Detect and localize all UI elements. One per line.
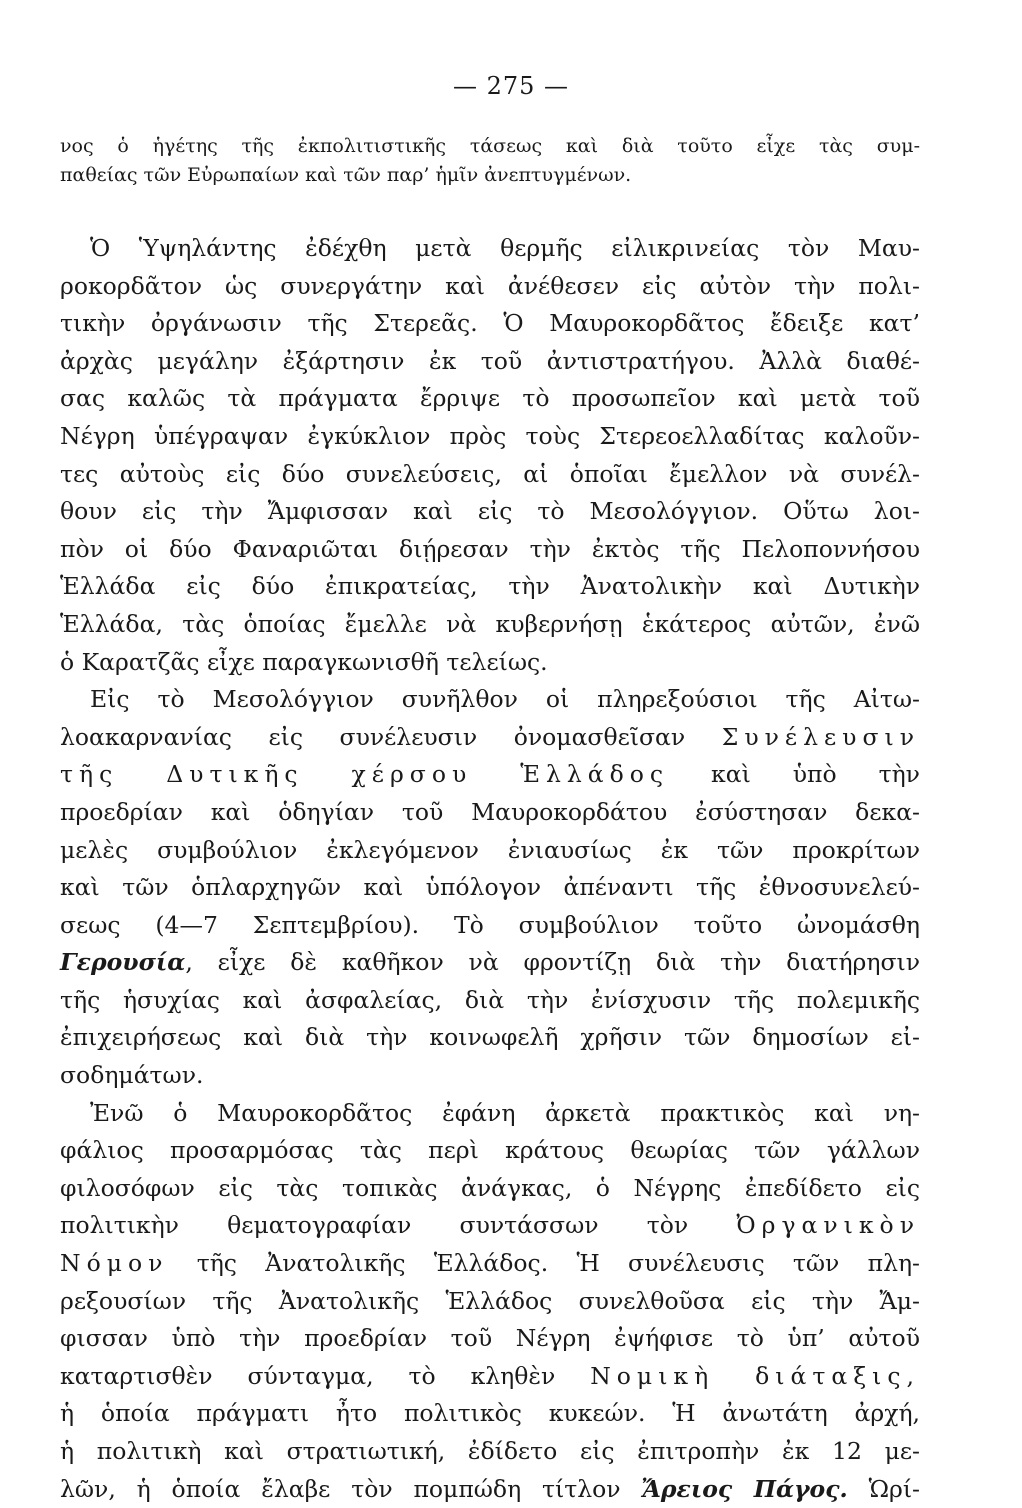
text-line: φισσαν ὑπὸ τὴν προεδρίαν τοῦ Νέγρη ἐψήφισε τὸ ὑπ’ αὐτοῦ xyxy=(60,1324,920,1353)
text-line: τῆς ἡσυχίας καὶ ἀσφαλείας, διὰ τὴν ἐνίσχυσιν τῆς πολεμικῆς xyxy=(60,985,920,1014)
text-line xyxy=(60,944,920,982)
text-line: ρεξουσίων τῆς Ἀνατολικῆς Ἑλλάδος συνελθοῦσα εἰς τὴν Ἄμ- xyxy=(60,1286,920,1315)
continuation-text xyxy=(60,132,920,190)
paragraph-3 xyxy=(60,1095,920,1508)
text-line xyxy=(60,1245,920,1283)
text-line: ἡ πολιτικὴ καὶ στρατιωτική, ἐδίδετο εἰς ἐπιτροπὴν ἐκ 12 με- xyxy=(60,1437,920,1465)
text-line: Νέγρη ὑπέγραψαν ἐγκύκλιον πρὸς τοὺς Στερεοελλαδίτας καλοῦν- xyxy=(60,421,920,450)
text-line: νος ὁ ἡγέτης τῆς ἐκπολιτιστικῆς τάσεως καὶ διὰ τοῦτο εἶχε τὰς συμ- xyxy=(60,135,920,157)
text-line xyxy=(60,1471,920,1508)
text-line: τες αὐτοὺς εἰς δύο συνελεύσεις, αἱ ὁποῖαι ἔμελλον νὰ συνέλ- xyxy=(60,459,920,488)
text-segment: λοακαρνανίας εἰς συνέλευσιν ὀνομασθεῖσαν xyxy=(60,722,686,751)
spaced-emphasis: Ὀργανικὸν xyxy=(736,1211,920,1240)
text-line: ἐπιχειρήσεως καὶ διὰ τὴν κοινωφελῆ χρῆσιν τῶν δημοσίων εἰ- xyxy=(60,1023,920,1052)
text-line: σεως (4—7 Σεπτεμβρίου). Τὸ συμβούλιον τοῦτο ὠνομάσθη xyxy=(60,910,920,939)
text-segment: πολιτικὴν θεματογραφίαν συντάσσων τὸν xyxy=(60,1211,689,1240)
text-line: σοδημάτων. xyxy=(60,1061,204,1090)
text-segment: τῆς Ἀνατολικῆς Ἑλλάδος. Ἡ συνέλευσις τῶν πλη- xyxy=(196,1249,920,1278)
text-line: Ἑλλάδα εἰς δύο ἐπικρατείας, τὴν Ἀνατολικὴν καὶ Δυτικὴν xyxy=(60,572,920,601)
paragraph-1 xyxy=(60,230,920,681)
text-segment: Ὡρί- xyxy=(868,1474,920,1503)
text-line xyxy=(60,1207,920,1245)
spaced-emphasis: Συνέλευσιν xyxy=(721,722,920,751)
text-line: σας καλῶς τὰ πράγματα ἔρριψε τὸ προσωπεῖον καὶ μετὰ τοῦ xyxy=(60,384,920,413)
text-line: ὁ Καρατζᾶς εἶχε παραγκωνισθῆ τελείως. xyxy=(60,647,548,676)
spaced-emphasis: Νομικὴ διάταξις, xyxy=(590,1361,920,1390)
text-line: ροκορδᾶτον ὡς συνεργάτην καὶ ἀνέθεσεν εἰς αὐτὸν τὴν πολι- xyxy=(60,271,920,300)
text-line: παθείας τῶν Εὐρωπαίων καὶ τῶν παρ’ ἡμῖν ἀνεπτυγμένων. xyxy=(60,164,632,186)
text-line xyxy=(60,1358,920,1396)
text-line xyxy=(60,756,920,794)
text-line: Ἐνῶ ὁ Μαυροκορδᾶτος ἐφάνη ἀρκετὰ πρακτικὸς καὶ νη- xyxy=(90,1098,920,1127)
text-line xyxy=(60,719,920,757)
text-line: προεδρίαν καὶ ὁδηγίαν τοῦ Μαυροκορδάτου ἐσύστησαν δεκα- xyxy=(60,797,920,826)
main-text xyxy=(60,230,920,1508)
text-line: καὶ τῶν ὁπλαρχηγῶν καὶ ὑπόλογον ἀπέναντι τῆς ἐθνοσυνελεύ- xyxy=(60,873,920,902)
text-segment: καὶ ὑπὸ τὴν xyxy=(711,760,920,789)
text-segment: καταρτισθὲν σύνταγμα, τὸ κληθὲν xyxy=(60,1361,556,1390)
text-line: θουν εἰς τὴν Ἄμφισσαν καὶ εἰς τὸ Μεσολόγγιον. Οὕτω λοι- xyxy=(60,497,920,526)
spaced-emphasis: τῆς Δυτικῆς χέρσου Ἑλλάδος xyxy=(60,760,670,789)
text-line: πὸν οἱ δύο Φαναριῶται διῄρεσαν τὴν ἐκτὸς τῆς Πελοποννήσου xyxy=(60,534,920,563)
paragraph-2 xyxy=(60,681,920,1095)
text-line: φάλιος προσαρμόσας τὰς περὶ κράτους θεωρίας τῶν γάλλων xyxy=(60,1136,920,1165)
text-line: ἀρχὰς μεγάλην ἐξάρτησιν ἐκ τοῦ ἀντιστρατήγου. Ἀλλὰ διαθέ- xyxy=(60,346,920,375)
text-line: Ἑλλάδα, τὰς ὁποίας ἔμελλε νὰ κυβερνήσῃ ἑκάτερος αὐτῶν, ἐνῶ xyxy=(60,609,920,638)
text-segment: λῶν, ἡ ὁποία ἔλαβε τὸν πομπώδη τίτλον xyxy=(60,1474,621,1503)
text-line: μελὲς συμβούλιον ἐκλεγόμενον ἐνιαυσίως ἐκ τῶν προκρίτων xyxy=(60,835,920,864)
bold-term: Ἄρειος Πάγος. xyxy=(641,1474,848,1503)
bold-term: Γερουσία xyxy=(60,948,186,977)
text-line: φιλοσόφων εἰς τὰς τοπικὰς ἀνάγκας, ὁ Νέγρης ἐπεδίδετο εἰς xyxy=(60,1173,920,1202)
page-number: — 275 — xyxy=(452,72,570,100)
text-line: τικὴν ὀργάνωσιν τῆς Στερεᾶς. Ὁ Μαυροκορδᾶτος ἔδειξε κατ’ xyxy=(60,309,920,338)
text-line: Ὁ Ὑψηλάντης ἐδέχθη μετὰ θερμῆς εἰλικρινείας τὸν Μαυ- xyxy=(90,234,920,262)
text-segment: , εἶχε δὲ καθῆκον νὰ φροντίζῃ διὰ τὴν διατήρησιν xyxy=(185,948,920,977)
spaced-emphasis: Νόμον xyxy=(60,1249,169,1278)
text-line: ἡ ὁποία πράγματι ἦτο πολιτικὸς κυκεών. Ἡ ἀνωτάτη ἀρχή, xyxy=(60,1399,920,1428)
text-line: Εἰς τὸ Μεσολόγγιον συνῆλθον οἱ πληρεξούσιοι τῆς Αἰτω- xyxy=(90,685,920,714)
